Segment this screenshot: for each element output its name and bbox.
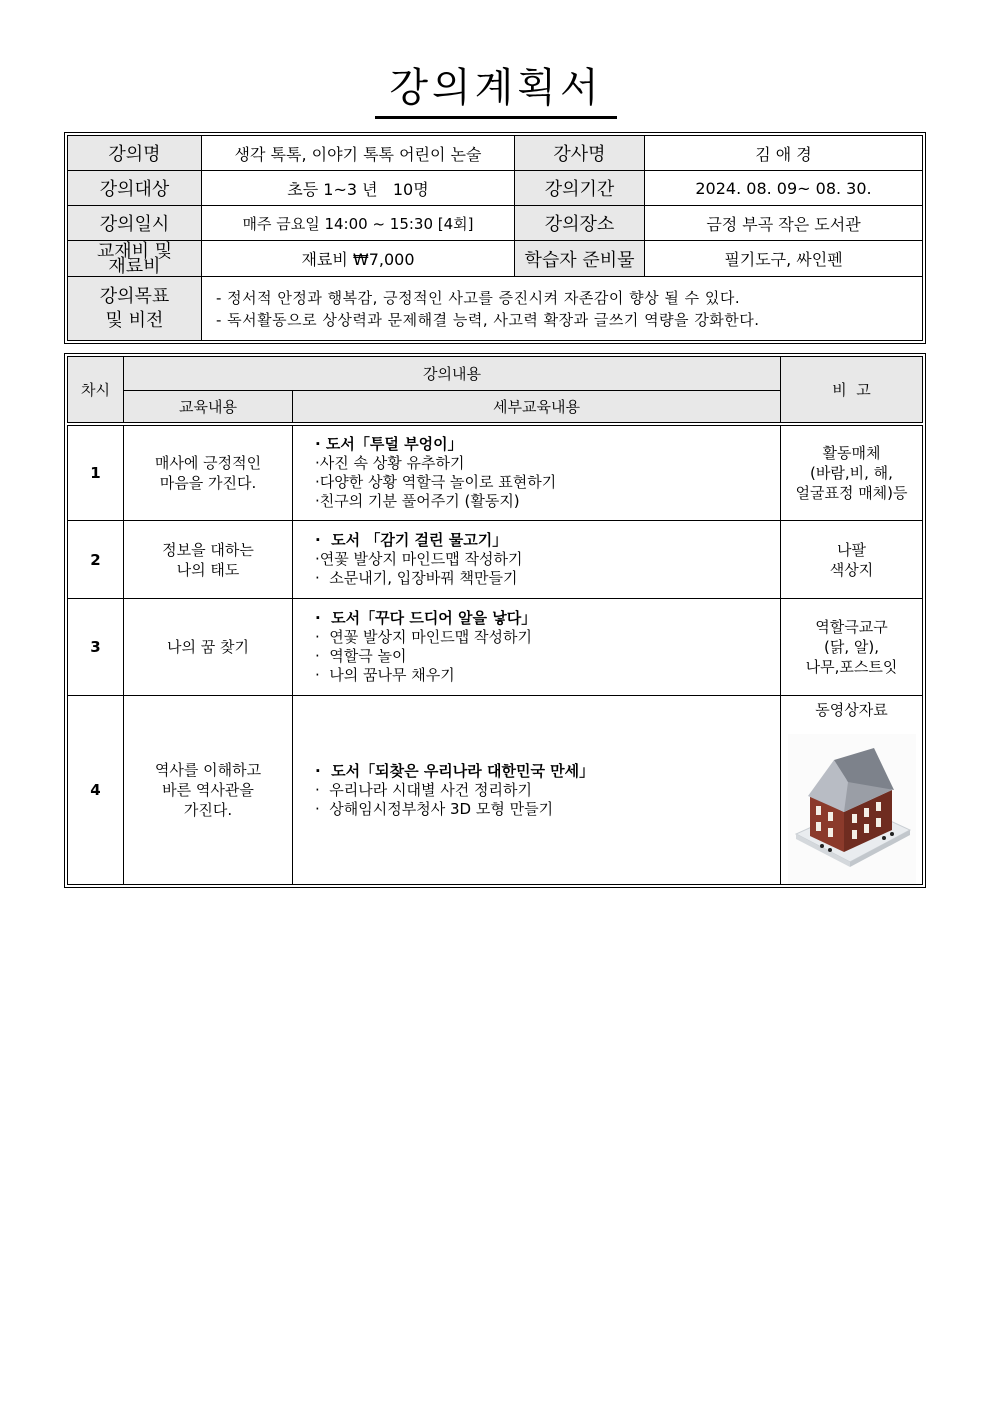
course-value: 생각 톡톡, 이야기 톡톡 어린이 논술 (202, 136, 515, 171)
detail-item: · 우리나라 시대별 사건 정리하기 (315, 780, 532, 799)
detail-cell (293, 521, 781, 599)
note-cell (781, 521, 923, 599)
document-title: 강의계획서 (375, 62, 616, 119)
topic-line: 매사에 긍정적인 (154, 454, 262, 472)
plan-row (68, 521, 923, 599)
period-value: 2024. 08. 09~ 08. 30. (645, 171, 923, 206)
schedule-label: 강의일시 (68, 206, 202, 241)
topic-line: 나의 꿈 찾기 (167, 638, 249, 656)
detail-item: ·사진 속 상황 유추하기 (315, 454, 465, 472)
note-line: 활동매체 (822, 444, 881, 462)
place-value: 금정 부곡 작은 도서관 (645, 206, 923, 241)
topic-line: 정보을 대하는 (162, 540, 254, 559)
topic-line: 가진다. (183, 801, 233, 819)
session-header: 차시 (68, 357, 124, 423)
goal-label (68, 277, 202, 341)
plan-row (68, 696, 923, 885)
note-line: 색상지 (829, 560, 874, 579)
detail-item: · 상해임시정부청사 3D 모형 만들기 (315, 799, 554, 818)
plan-row (68, 599, 923, 696)
instructor-label: 강사명 (515, 136, 645, 171)
topic-cell (124, 599, 293, 696)
topic-cell (124, 521, 293, 599)
prep-value: 필기도구, 싸인펜 (645, 241, 923, 277)
session-number: 1 (68, 426, 124, 521)
detail-header: 세부교육내용 (293, 391, 781, 423)
book-title: · 도서「꾸다 드디어 알을 낳다」 (315, 609, 537, 627)
session-number: 2 (68, 521, 124, 599)
course-info-table (64, 132, 926, 344)
note-line: 나팔 (837, 540, 866, 559)
detail-item: ·다양한 상황 역할극 놀이로 표현하기 (315, 473, 557, 491)
lesson-plan-table (64, 353, 926, 888)
note-line: (닭, 알), (824, 638, 879, 656)
edu-header: 교육내용 (124, 391, 293, 423)
note-line: (바람,비, 해, (810, 464, 893, 482)
note-line: 역할극교구 (815, 618, 888, 636)
target-value: 초등 1~3 년 10명 (202, 171, 515, 206)
target-label: 강의대상 (68, 171, 202, 206)
note-line: 나무,포스트잇 (805, 658, 898, 676)
session-number: 3 (68, 599, 124, 696)
topic-cell (124, 426, 293, 521)
detail-cell (293, 696, 781, 885)
plan-row (68, 426, 923, 521)
material-label (68, 241, 202, 277)
material-label-line1: 교재비 및 (96, 240, 173, 262)
material-value: 재료비 ₩7,000 (202, 241, 515, 277)
info-row-course (68, 136, 923, 171)
info-row-material (68, 241, 923, 277)
content-header: 강의내용 (124, 357, 781, 391)
detail-item: ·연꽃 발상지 마인드맵 작성하기 (315, 550, 523, 568)
schedule-value: 매주 금요일 14:00 ~ 15:30 [4회] (202, 206, 515, 241)
course-label: 강의명 (68, 136, 202, 171)
detail-item: · 역할극 놀이 (315, 647, 407, 665)
book-title: · 도서「되찾은 우리나라 대한민국 만세」 (315, 761, 595, 780)
place-label: 강의장소 (515, 206, 645, 241)
topic-cell (124, 696, 293, 885)
info-row-goal (68, 277, 923, 341)
detail-item: · 연꽃 발상지 마인드맵 작성하기 (315, 628, 532, 646)
note-cell (781, 426, 923, 521)
note-header: 비 고 (781, 357, 923, 423)
note-cell (781, 696, 923, 885)
goal-label-line1: 강의목표 (99, 285, 170, 307)
info-row-schedule (68, 206, 923, 241)
period-label: 강의기간 (515, 171, 645, 206)
document-title-wrap (0, 62, 992, 119)
goal-line-1: - 정서적 안정과 행복감, 긍정적인 사고를 증진시켜 자존감이 향상 될 수 있다. (216, 288, 741, 307)
goal-line-2: - 독서활동으로 상상력과 문제해결 능력, 사고력 확장과 글쓰기 역량을 강화한다. (216, 310, 760, 329)
prep-label: 학습자 준비물 (515, 241, 645, 277)
detail-cell (293, 599, 781, 696)
material-label-line2: 재료비 (108, 255, 161, 277)
building-model-image (788, 734, 916, 884)
goal-content (202, 277, 923, 341)
detail-item: ·친구의 기분 풀어주기 (활동지) (315, 492, 520, 510)
note-line: 동영상자료 (815, 701, 888, 719)
note-cell (781, 599, 923, 696)
plan-header-row-1 (68, 357, 923, 391)
topic-line: 마음을 가진다. (159, 474, 257, 492)
topic-line: 바른 역사관을 (162, 781, 254, 799)
book-title: · 도서 「감기 걸린 물고기」 (315, 531, 508, 549)
instructor-value: 김 애 경 (645, 136, 923, 171)
session-number: 4 (68, 696, 124, 885)
goal-label-line2: 및 비전 (105, 309, 164, 331)
topic-line: 나의 태도 (176, 560, 240, 579)
info-row-target (68, 171, 923, 206)
detail-cell (293, 426, 781, 521)
book-title: · 도서「투덜 부엉이」 (315, 435, 463, 453)
detail-item: · 소문내기, 입장바꿔 책만들기 (315, 569, 518, 587)
note-line: 얼굴표정 매체)등 (795, 484, 908, 502)
detail-item: · 나의 꿈나무 채우기 (315, 666, 455, 684)
topic-line: 역사를 이해하고 (154, 761, 262, 779)
